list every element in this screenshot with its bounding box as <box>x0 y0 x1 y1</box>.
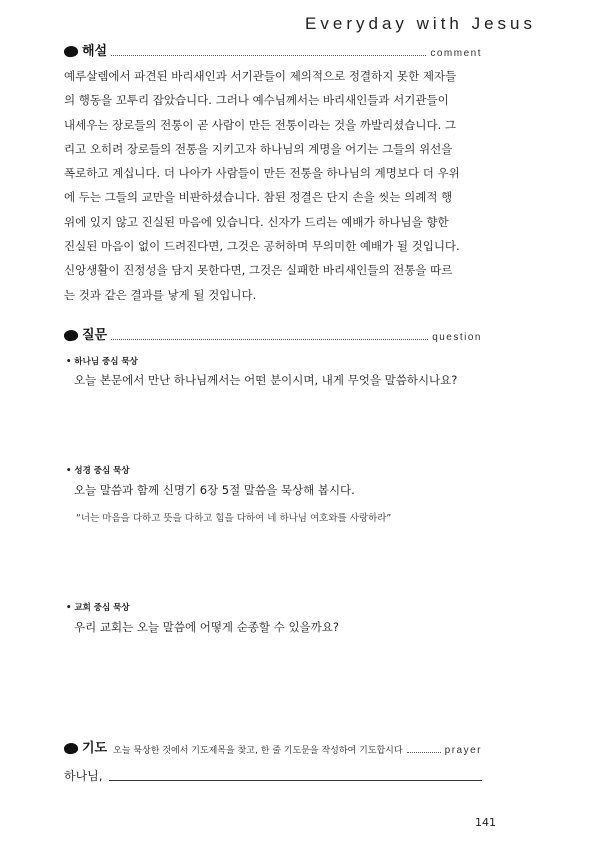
prayer-sublabel: prayer <box>444 745 482 756</box>
question-text-god: 오늘 본문에서 만난 하나님께서는 어떤 분이시며, 내게 무엇을 말씀하시나요? <box>74 373 458 387</box>
prayer-section-header <box>64 737 482 756</box>
page-number: 141 <box>475 816 496 829</box>
ink-blot-icon <box>63 329 79 343</box>
comment-section-header <box>64 40 482 59</box>
ink-blot-icon <box>63 742 79 756</box>
comment-line: 신앙생활이 진정성을 담지 못한다면, 그것은 실패한 바리새인들의 전통을 따르 <box>64 263 453 278</box>
running-header: Everyday with Jesus <box>305 14 536 33</box>
prayer-line-label: 하나님, <box>64 769 103 783</box>
comment-line: 폭로하고 계십니다. 더 나아가 사람들이 만든 전통을 하나님의 계명보다 더 우위 <box>64 166 460 181</box>
ink-blot-icon <box>63 45 79 59</box>
question-sublabel: question <box>432 332 482 343</box>
comment-line: 예루살렘에서 파견된 바리새인과 서기관들이 제의적으로 정결하지 못한 제자들 <box>64 69 457 83</box>
dotted-leader <box>111 338 428 340</box>
comment-line: 진실된 마음이 없이 드려진다면, 그것은 공허하며 무의미한 예배가 될 것입니다. <box>64 239 460 254</box>
writing-underline[interactable] <box>109 780 482 781</box>
question-label-god: • 하나님 중심 묵상 <box>66 357 138 367</box>
comment-line: 의 행동을 꼬투리 잡았습니다. 그러나 예수님께서는 바리새인들과 서기관들이 <box>64 93 449 108</box>
prayer-writing-line[interactable] <box>64 767 482 784</box>
dotted-leader <box>111 54 426 56</box>
comment-line: 는 것과 같은 결과를 낳게 될 것입니다. <box>64 287 257 302</box>
question-section-header <box>64 324 482 343</box>
scripture-quote: “너는 마음을 다하고 뜻을 다하고 힘을 다하여 네 하나님 여호와를 사랑하라” <box>76 513 392 524</box>
comment-line: 에 두는 그들의 교만을 비판하셨습니다. 참된 정결은 단지 손을 씻는 의례적 행 <box>64 190 453 205</box>
question-label-church: • 교회 중심 묵상 <box>66 603 130 613</box>
prayer-instruction: 오늘 묵상한 것에서 기도제목을 찾고, 한 줄 기도문을 작성하여 기도합시다 <box>113 746 403 756</box>
dotted-leader <box>407 751 441 753</box>
comment-label: 해설 <box>82 44 108 59</box>
comment-line: 내세우는 장로들의 전통이 곧 사람이 만든 전통이라는 것을 까발리셨습니다. 그 <box>64 117 457 132</box>
question-label-bible: • 성경 중심 묵상 <box>66 466 130 476</box>
prayer-label: 기도 <box>82 741 108 756</box>
comment-line: 리고 오히려 장로들의 전통을 지키고자 하나님의 계명을 어기는 그들의 위선을 <box>64 141 453 156</box>
question-text-church: 우리 교회는 오늘 말씀에 어떻게 순종할 수 있을까요? <box>74 620 339 634</box>
question-text-bible: 오늘 말씀과 함께 신명기 6장 5절 말씀을 묵상해 봅시다. <box>74 483 355 497</box>
question-label: 질문 <box>82 328 108 343</box>
comment-line: 위에 있지 않고 진실된 마음에 있습니다. 신자가 드리는 예배가 하나님을 향한 <box>64 214 449 229</box>
comment-sublabel: comment <box>430 48 482 59</box>
comment-body <box>64 64 484 307</box>
